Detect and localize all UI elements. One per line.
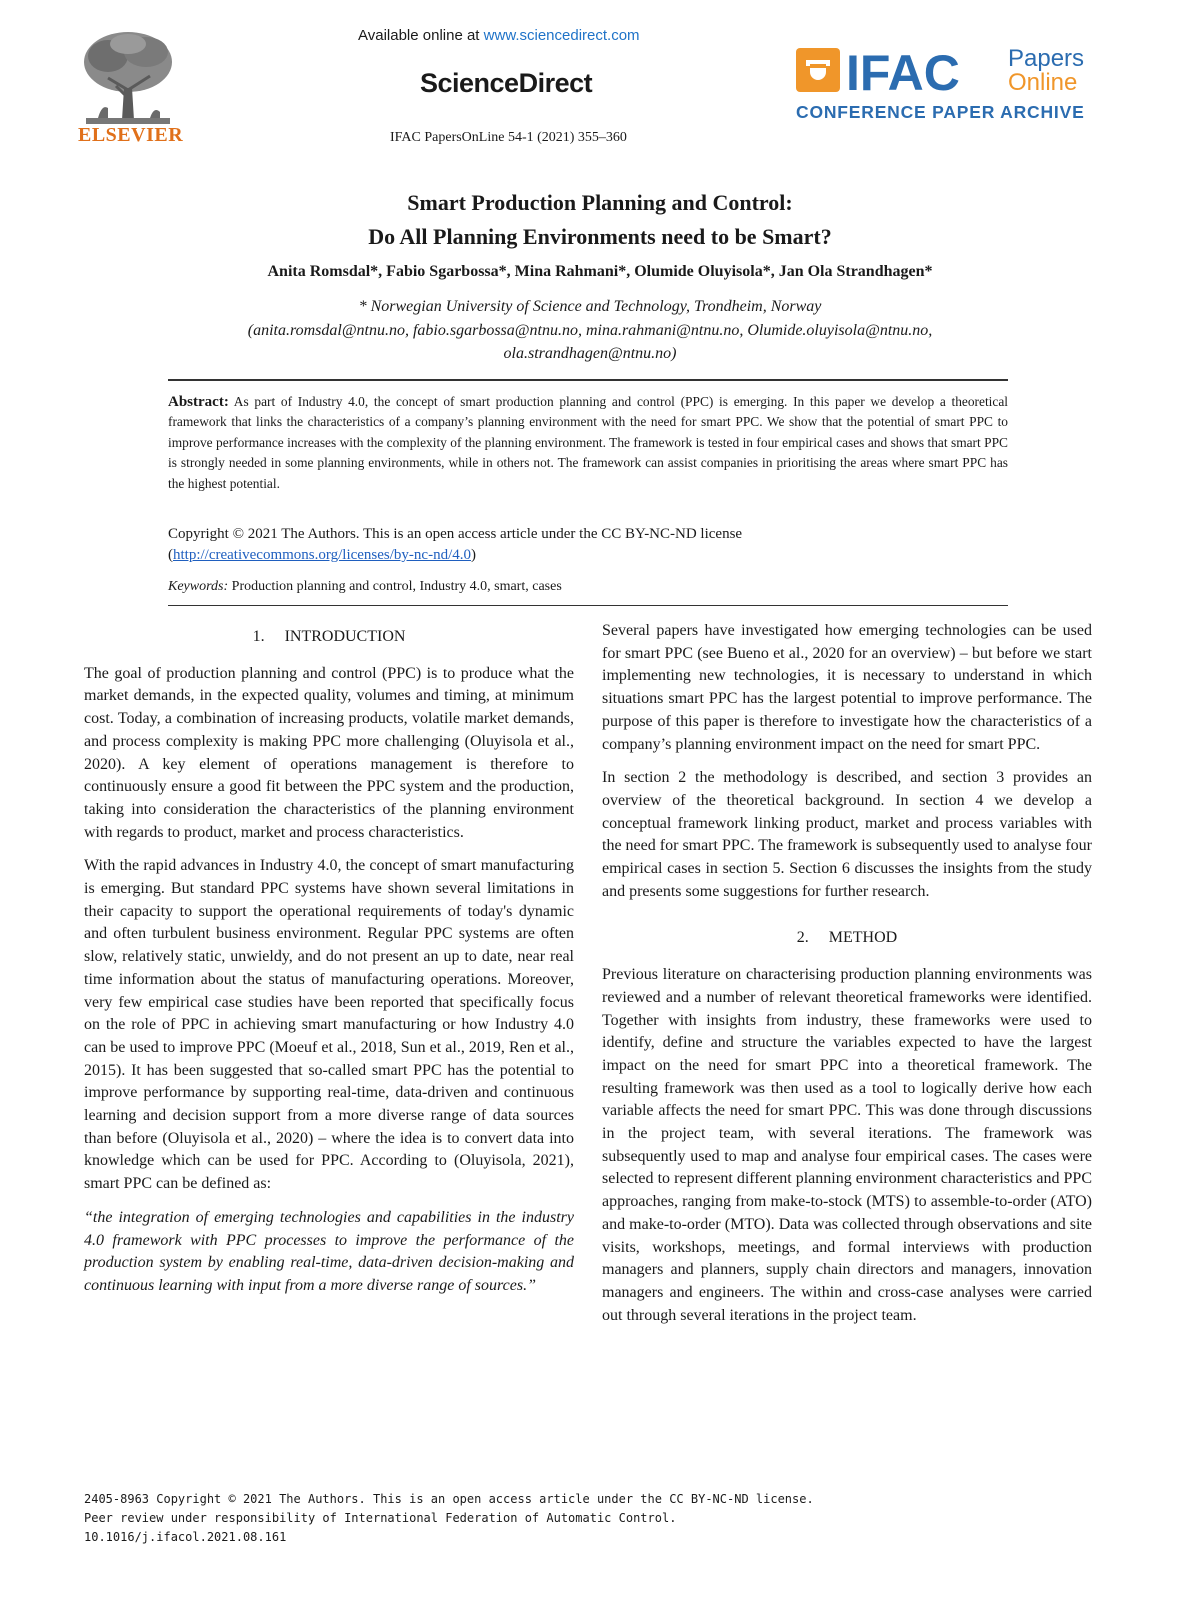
author-list: Anita Romsdal*, Fabio Sgarbossa*, Mina Rahmani*, Olumide Oluyisola*, Jan Ola Strandhagen* bbox=[267, 263, 933, 280]
ifac-logo-online: Online bbox=[1008, 69, 1078, 96]
paper-title-line2: Do All Planning Environments need to be Smart? bbox=[368, 224, 832, 249]
ifac-logo-papers: Papers bbox=[1008, 45, 1085, 72]
paragraph: With the rapid advances in Industry 4.0, the concept of smart manufacturing is emerging. But standard PPC systems have shown several limitations in their capacity to support the operational requirements of today's dynamic and often turbulent business environment. Regular PPC systems are often slow, relatively static, unwieldy, and do not present an up to date, near real time information about the status of manufacturing operations. Moreover, very few empirical case studies have been reported that specifically focus on the role of PPC in achieving smart manufacturing or how Industry 4.0 can be used to improve PPC (Moeuf et al., 2018, Sun et al., 2019, Ren et al., 2015). It has been suggested that so-called smart PPC has the potential to improve performance by supporting real-time, data-driven and continuous learning and decision support from a more diverse range of data sources than before (Oluyisola et al., 2020) – where the idea is to convert data into knowledge which can be used for PPC. According to (Oluyisola, 2021), smart PPC can be defined as: bbox=[84, 857, 574, 1193]
paper-title-line1: Smart Production Planning and Control: bbox=[407, 190, 793, 215]
author-emails-cont: ola.strandhagen@ntnu.no) bbox=[503, 345, 677, 362]
sciencedirect-wordmark: ScienceDirect bbox=[420, 68, 593, 98]
ifac-logo-archive: CONFERENCE PAPER ARCHIVE bbox=[796, 102, 1085, 122]
abstract-bottom-rule bbox=[168, 605, 1008, 606]
ifac-logo-main: IFAC bbox=[846, 45, 960, 101]
abstract-label: Abstract: bbox=[168, 394, 229, 410]
keywords-label: Keywords: bbox=[168, 579, 229, 594]
available-online bbox=[358, 27, 640, 44]
ifac-papersonline-logo bbox=[796, 44, 1106, 124]
paragraph: Previous literature on characterising production planning environments was reviewed and a number of relevant theoretical frameworks were identified. Together with insights from industry, these frameworks were used to identify, define and structure the variables expected to have the largest impact on the need for smart PPC into a theoretical framework. The resulting framework was then used as a tool to logically derive how each variable affects the need for smart PPC. This was done through discussions in the project team, with several iterations. The framework was subsequently used to map and analyse four empirical cases. The cases were selected to represent different planning environment characteristics and PPC approaches, ranging from make-to-stock (MTS) to assemble-to-order (ATO) and make-to-order (MTO). Data was collected through observations and site visits, workshops, meetings, and formal interviews with production managers and planners, supply chain directors and managers, innovation managers and engineers. The within and cross-case analyses were carried out through several iterations in the project team. bbox=[602, 966, 1092, 1324]
footer-peer-review: Peer review under responsibility of International Federation of Automatic Control. bbox=[84, 1511, 677, 1525]
left-column bbox=[84, 626, 574, 1309]
abstract-top-rule bbox=[168, 379, 1008, 381]
footer-doi: 10.1016/j.ifacol.2021.08.161 bbox=[84, 1530, 287, 1544]
abstract-text: As part of Industry 4.0, the concept of smart production planning and control (PPC) is emerging. In this paper we develop a theoretical framework that links the characteristics of a company’s planning environment with the need for smart PPC. We show that the potential of smart PPC to improve performance increases with the complexity of the planning environment. The framework is tested in four empirical cases and shows that smart PPC is strongly needed in some planning environments, while in others not. The framework can assist companies in prioritising the areas where smart PPC has the highest potential. bbox=[168, 394, 1008, 491]
elsevier-wordmark: ELSEVIER bbox=[78, 124, 184, 146]
journal-reference: IFAC PapersOnLine 54-1 (2021) 355–360 bbox=[390, 130, 627, 145]
keywords-text: Production planning and control, Industry 4.0, smart, cases bbox=[231, 579, 562, 594]
affiliation: * Norwegian University of Science and Technology, Trondheim, Norway bbox=[358, 298, 822, 315]
copyright-text: Copyright © 2021 The Authors. This is an open access article under the CC BY-NC-ND license bbox=[168, 526, 743, 542]
right-column bbox=[602, 620, 1092, 1338]
definition-quote: “the integration of emerging technologies and capabilities in the industry 4.0 framework with PPC processes to improve the performance of the production system by enabling real-time, data-driven decision-making and continuous learning with input from a more diverse range of sources.” bbox=[84, 1208, 574, 1294]
copyright-notice: Copyright © 2021 The Authors. This is an open access article under the CC BY-NC-ND license (http://creativecommons.org/licenses/by-nc-nd/4.0) bbox=[168, 526, 743, 563]
section-heading-method: 2. METHOD bbox=[796, 929, 898, 947]
sciencedirect-link[interactable]: www.sciencedirect.com bbox=[483, 27, 640, 44]
abstract bbox=[168, 392, 1008, 494]
license-link[interactable]: http://creativecommons.org/licenses/by-nc-nd/4.0 bbox=[173, 547, 471, 563]
author-emails: (anita.romsdal@ntnu.no, fabio.sgarbossa@ntnu.no, mina.rahmani@ntnu.no, Olumide.oluyisola@ntnu.no, bbox=[247, 322, 933, 339]
paragraph: In section 2 the methodology is described, and section 3 provides an overview of the theoretical background. In section 4 we develop a conceptual framework linking product, market and process variables with the need for smart PPC. The framework is subsequently used to analyse four empirical cases in section 5. Section 6 discusses the insights from the study and presents some suggestions for further research. bbox=[602, 769, 1092, 900]
footer-issn-copyright: 2405-8963 Copyright © 2021 The Authors. This is an open access article under the CC BY-NC-ND license. bbox=[84, 1492, 814, 1506]
footer bbox=[84, 1490, 984, 1547]
keywords bbox=[168, 579, 1008, 595]
paragraph: Several papers have investigated how emerging technologies can be used for smart PPC (see Bueno et al., 2020 for an overview) – but before we start implementing new technologies, it is necessary to understand in which situations smart PPC has the largest potential to improve performance. The purpose of this paper is therefore to investigate how the characteristics of a company’s planning environment impact on the need for smart PPC. bbox=[602, 622, 1092, 753]
section-heading-introduction: 1. INTRODUCTION bbox=[252, 628, 406, 645]
available-prefix: Available online at bbox=[358, 27, 484, 44]
paragraph: The goal of production planning and control (PPC) is to produce what the market demands, in the expected quality, volumes and timing, at minimum cost. Today, a combination of increasing products, volatile market demands, and process complexity is making PPC more challenging (Oluyisola et al., 2020). A key element of operations management is therefore to continuously ensure a good fit between the PPC system and the production, taking into consideration the characteristics of the planning environment with regards to product, market and process characteristics. bbox=[84, 664, 574, 841]
